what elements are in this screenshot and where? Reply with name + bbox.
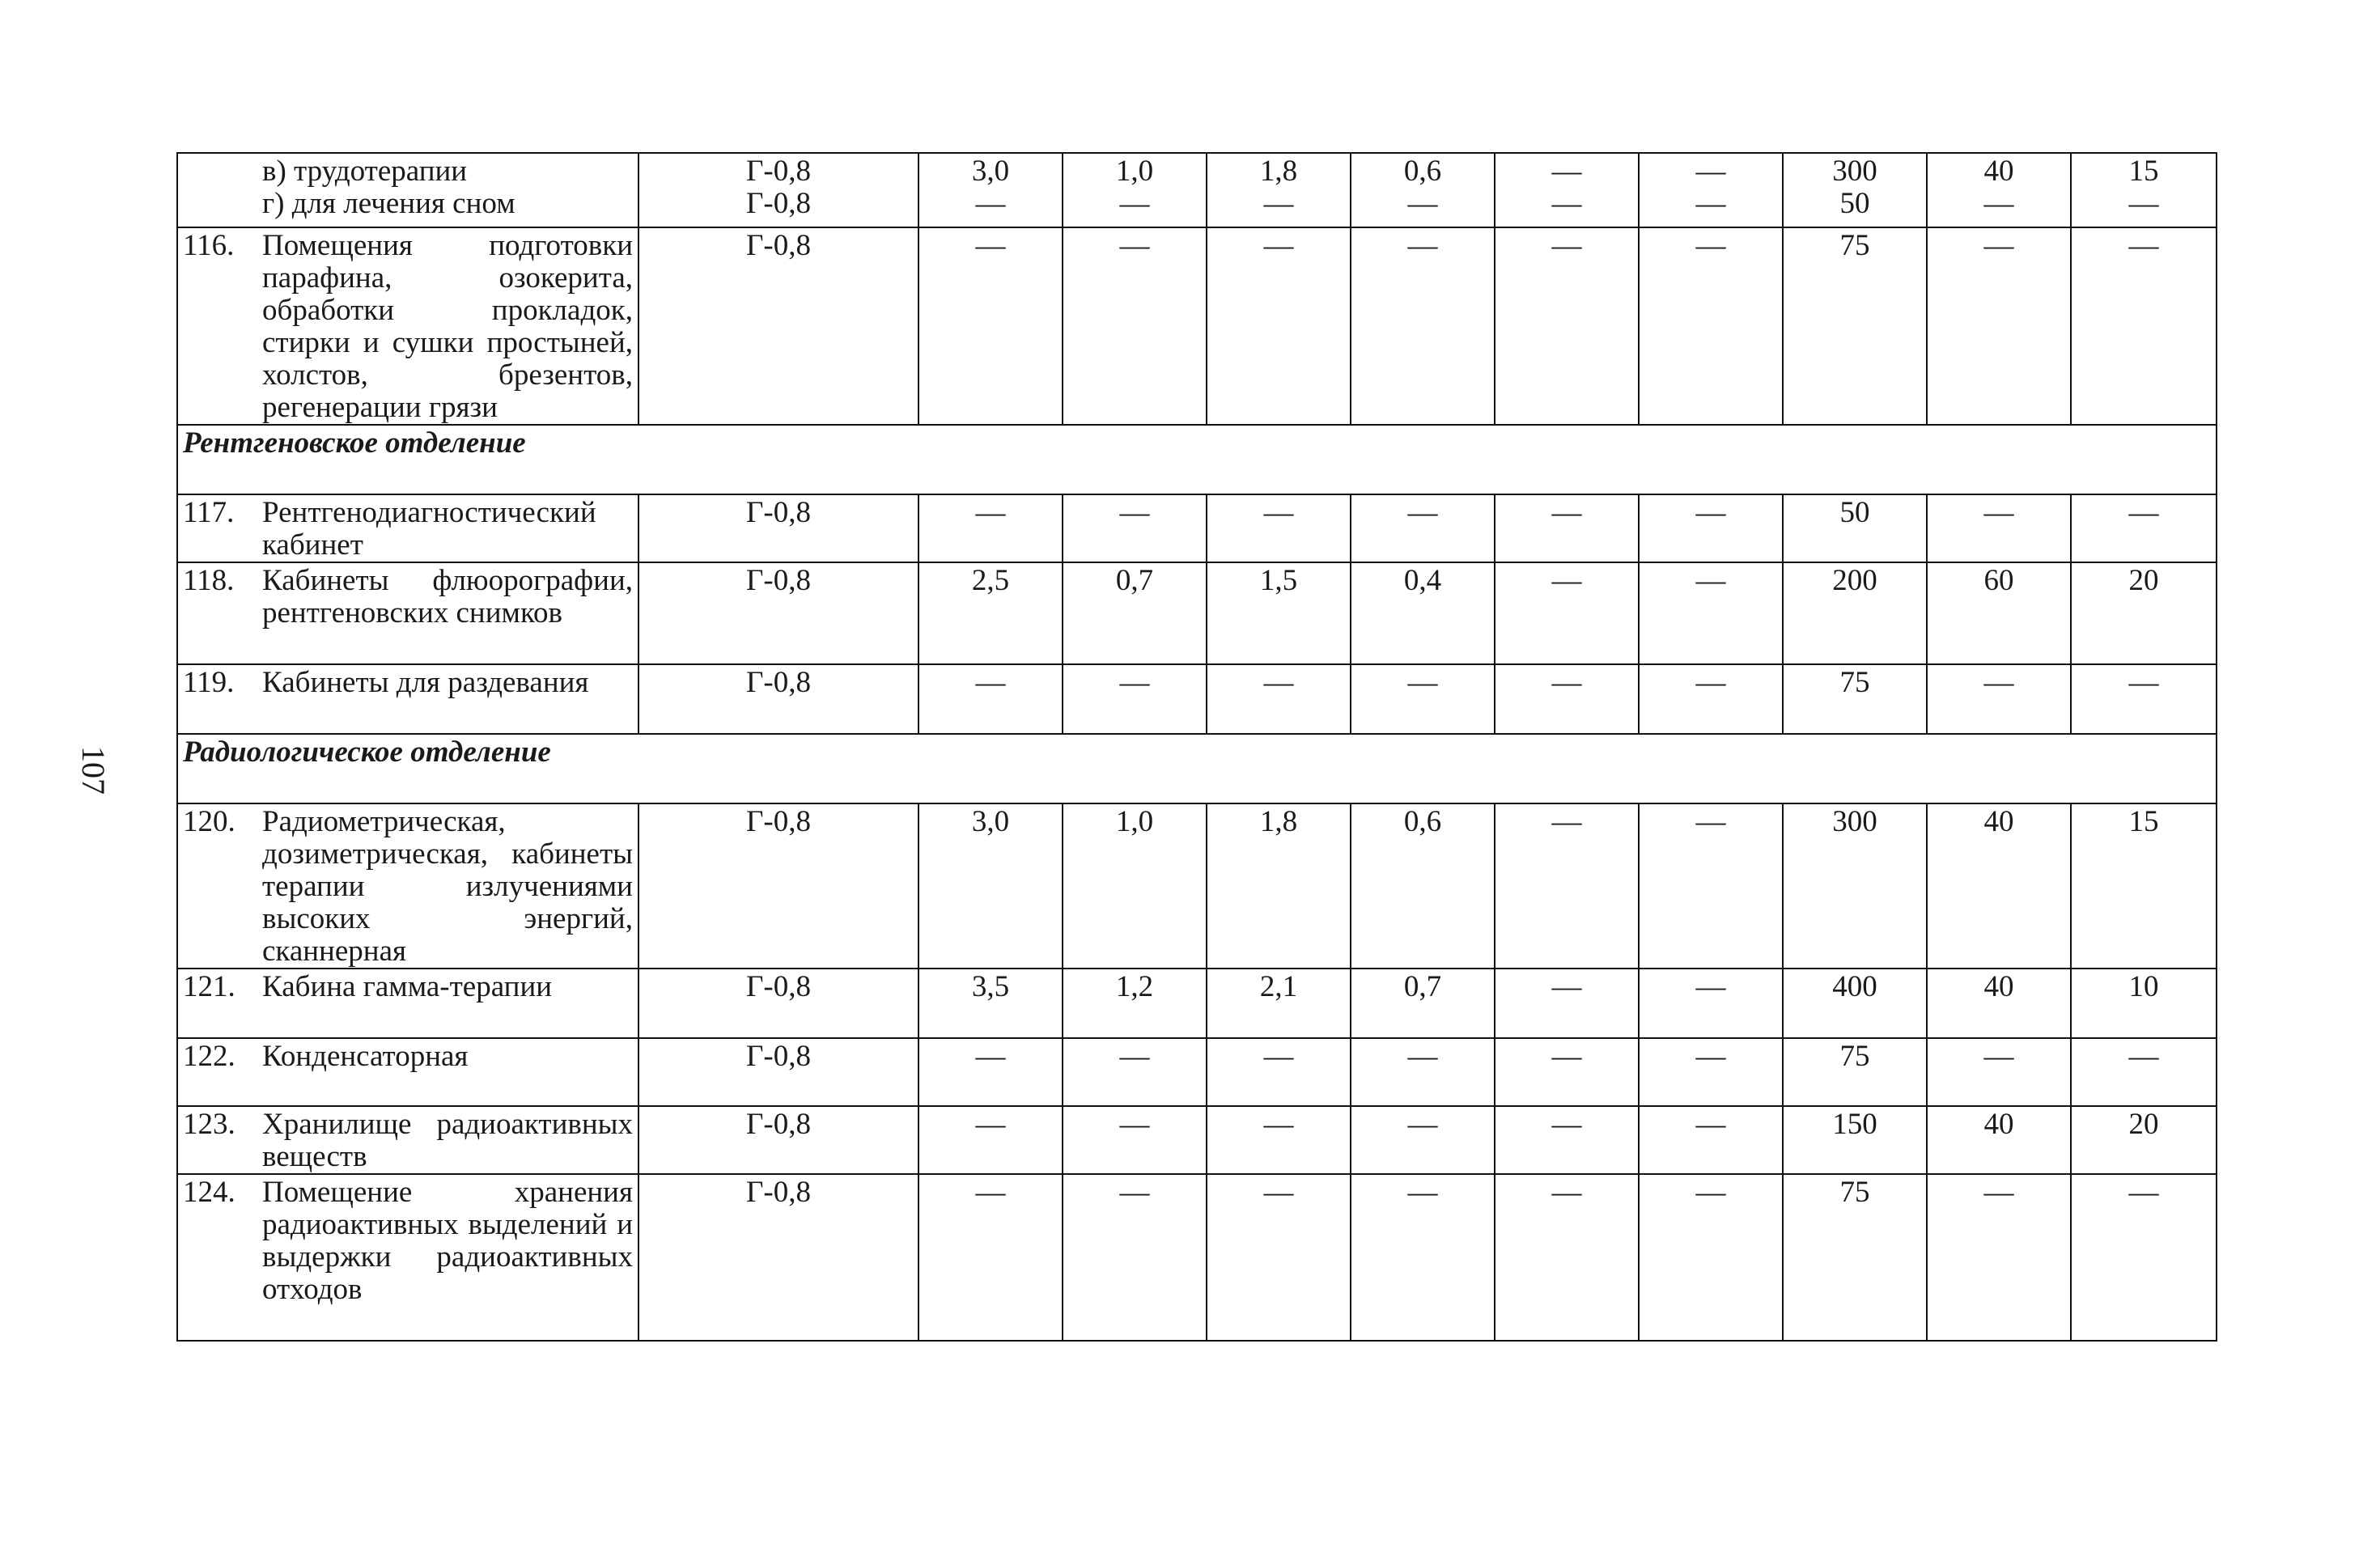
cell-value: 0,6 [1403,155,1442,188]
value-cell: — [1351,1038,1495,1106]
cell-value: — [1407,187,1438,220]
room-name-cell [177,969,638,1038]
item-number: 118. [183,564,235,597]
value-cell [1351,153,1495,227]
table-row [177,664,2217,734]
value-cell: Г-0,8 [638,803,918,969]
value-cell: 2,1 [1207,969,1351,1038]
value-cell: — [918,1174,1063,1341]
cell-value: — [1119,187,1150,220]
value-cell: — [1639,1106,1783,1174]
value-cell: — [1351,1106,1495,1174]
value-cell [1783,153,1927,227]
room-entry [183,1176,633,1306]
value-cell: — [1207,227,1351,425]
cell-value: — [1983,187,2014,220]
cell-value: 1,8 [1259,155,1298,188]
lighting-norms-table [176,152,2217,1342]
value-cell: 3,5 [918,969,1063,1038]
value-cell [1495,153,1639,227]
value-cell: — [1639,969,1783,1038]
item-number: 117. [183,496,235,529]
section-title: Рентгеновское отделение [177,425,2217,494]
value-cell: Г-0,8 [638,494,918,562]
value-cell: 60 [1927,562,2071,664]
value-cell: 200 [1783,562,1927,664]
value-cell: — [1927,664,2071,734]
value-cell: Г-0,8 [638,1174,918,1341]
value-cell: 3,0 [918,803,1063,969]
value-cell: 0,6 [1351,803,1495,969]
value-cell: — [1495,227,1639,425]
value-cell: 0,7 [1063,562,1207,664]
value-cell: Г-0,8 [638,969,918,1038]
cell-value: Г-0,8 [746,155,811,188]
room-entry [183,1109,633,1173]
value-cell: — [2071,227,2217,425]
value-cell: — [1639,494,1783,562]
value-cell: — [1495,803,1639,969]
value-cell: — [1639,664,1783,734]
value-cell: 75 [1783,1174,1927,1341]
table-row [177,969,2217,1038]
value-cell: — [1495,562,1639,664]
table-row [177,1038,2217,1106]
value-cell: — [1207,1038,1351,1106]
room-description: Кабинеты для раздевания [262,666,589,699]
cell-value: 1,0 [1115,155,1154,188]
value-cell: — [1495,1106,1639,1174]
table-row [177,1174,2217,1341]
value-cell: 75 [1783,1038,1927,1106]
value-cell: 20 [2071,562,2217,664]
value-cell: 400 [1783,969,1927,1038]
value-cell: — [1495,969,1639,1038]
value-cell: 2,5 [918,562,1063,664]
value-cell: 40 [1927,969,2071,1038]
value-cell: 20 [2071,1106,2217,1174]
table-row [177,494,2217,562]
room-entry [183,806,633,968]
room-name-cell [177,1038,638,1106]
value-cell [2071,153,2217,227]
cell-value: 3,0 [971,155,1010,188]
value-cell [918,153,1063,227]
cell-value: — [1263,187,1294,220]
value-cell: — [918,1038,1063,1106]
room-subitem: г) для лечения сном [262,187,515,220]
value-cell [1207,153,1351,227]
value-cell: — [1063,1174,1207,1341]
room-description: Кабинеты флюорографии, рентгеновских снимков [262,564,633,629]
value-cell: 1,8 [1207,803,1351,969]
value-cell: — [918,664,1063,734]
value-cell: — [1207,664,1351,734]
value-cell: — [1207,1174,1351,1341]
value-cell: — [1495,1174,1639,1341]
item-number: 119. [183,666,235,699]
table-row [177,153,2217,227]
value-cell: — [1063,494,1207,562]
value-cell: — [1927,1174,2071,1341]
section-header-row [177,734,2217,803]
value-cell: — [1351,1174,1495,1341]
room-entry [183,230,633,424]
item-number: 116. [183,229,235,262]
value-cell: — [1063,664,1207,734]
section-title: Радиологическое отделение [177,734,2217,803]
room-name-cell [177,1106,638,1174]
value-cell: — [1351,227,1495,425]
value-cell: — [1639,227,1783,425]
cell-value: — [975,187,1006,220]
value-cell: 10 [2071,969,2217,1038]
value-cell [1639,153,1783,227]
value-cell: — [2071,664,2217,734]
cell-value: — [1695,155,1726,188]
value-cell: 40 [1927,1106,2071,1174]
value-cell: 300 [1783,803,1927,969]
cell-value: — [1551,155,1582,188]
room-description: Помещения подготовки парафина, озокерита, обработки прокладок, стирки и сушки простыней, холстов, брезентов, регенерации грязи [262,229,633,424]
value-cell [638,153,918,227]
value-cell: Г-0,8 [638,1038,918,1106]
section-header-row [177,425,2217,494]
room-entry [183,971,633,1003]
value-cell: — [2071,1038,2217,1106]
table-row [177,803,2217,969]
room-name-cell [177,803,638,969]
item-number: 121. [183,970,235,1003]
cell-value: Г-0,8 [746,187,811,220]
room-description: Хранилище радиоактивных веществ [262,1108,633,1173]
value-cell: — [1351,664,1495,734]
value-cell: 1,5 [1207,562,1351,664]
value-cell: — [1495,664,1639,734]
table-row [177,562,2217,664]
value-cell: — [918,1106,1063,1174]
value-cell: 15 [2071,803,2217,969]
value-cell: 1,2 [1063,969,1207,1038]
value-cell: Г-0,8 [638,664,918,734]
room-name-cell [177,562,638,664]
value-cell: — [1063,1106,1207,1174]
page-number: 107 [75,746,112,795]
room-name-cell [177,494,638,562]
room-subitem: в) трудотерапии [262,155,468,188]
value-cell [1063,153,1207,227]
item-number: 120. [183,805,235,838]
value-cell: — [918,494,1063,562]
item-number: 123. [183,1108,235,1141]
value-cell: — [1207,494,1351,562]
value-cell: 50 [1783,494,1927,562]
room-entry [183,497,633,562]
value-cell: — [1927,494,2071,562]
value-cell: — [2071,1174,2217,1341]
table-row [177,227,2217,425]
cell-value: 50 [1839,187,1870,220]
value-cell: Г-0,8 [638,1106,918,1174]
value-cell: — [1063,227,1207,425]
value-cell: — [1639,803,1783,969]
value-cell: — [1495,1038,1639,1106]
value-cell: Г-0,8 [638,227,918,425]
value-cell: 150 [1783,1106,1927,1174]
room-entry [183,565,633,629]
item-number: 124. [183,1176,235,1209]
cell-value: 300 [1832,155,1877,188]
value-cell: 0,4 [1351,562,1495,664]
room-entry [183,1041,633,1073]
cell-value: 15 [2128,155,2159,188]
value-cell: 75 [1783,664,1927,734]
room-name-cell [177,1174,638,1341]
room-entry [183,667,633,699]
room-name-cell [177,153,638,227]
room-description: Рентгенодиагностический кабинет [262,496,596,562]
value-cell [1927,153,2071,227]
value-cell: Г-0,8 [638,562,918,664]
value-cell: 75 [1783,227,1927,425]
room-description: Радиометрическая, дозиметрическая, кабинеты терапии излучениями высоких энергий, сканнерная [262,805,633,968]
value-cell: — [1351,494,1495,562]
cell-value: — [1695,187,1726,220]
room-name-cell [177,227,638,425]
item-number: 122. [183,1040,235,1073]
value-cell: — [1207,1106,1351,1174]
value-cell: 1,0 [1063,803,1207,969]
value-cell: — [1639,1038,1783,1106]
room-name-cell [177,664,638,734]
value-cell: 0,7 [1351,969,1495,1038]
table-row [177,1106,2217,1174]
value-cell: — [1063,1038,1207,1106]
room-description: Кабина гамма-терапии [262,970,553,1003]
cell-value: — [1551,187,1582,220]
cell-value: 40 [1983,155,2014,188]
value-cell: — [1639,1174,1783,1341]
value-cell: — [918,227,1063,425]
value-cell: — [1927,227,2071,425]
value-cell: 40 [1927,803,2071,969]
value-cell: — [1639,562,1783,664]
value-cell: — [1495,494,1639,562]
room-description: Помещение хранения радиоактивных выделений и выдержки радиоактивных отходов [262,1176,633,1306]
value-cell: — [1927,1038,2071,1106]
value-cell: — [2071,494,2217,562]
cell-value: — [2128,187,2159,220]
room-description: Конденсаторная [262,1040,469,1073]
